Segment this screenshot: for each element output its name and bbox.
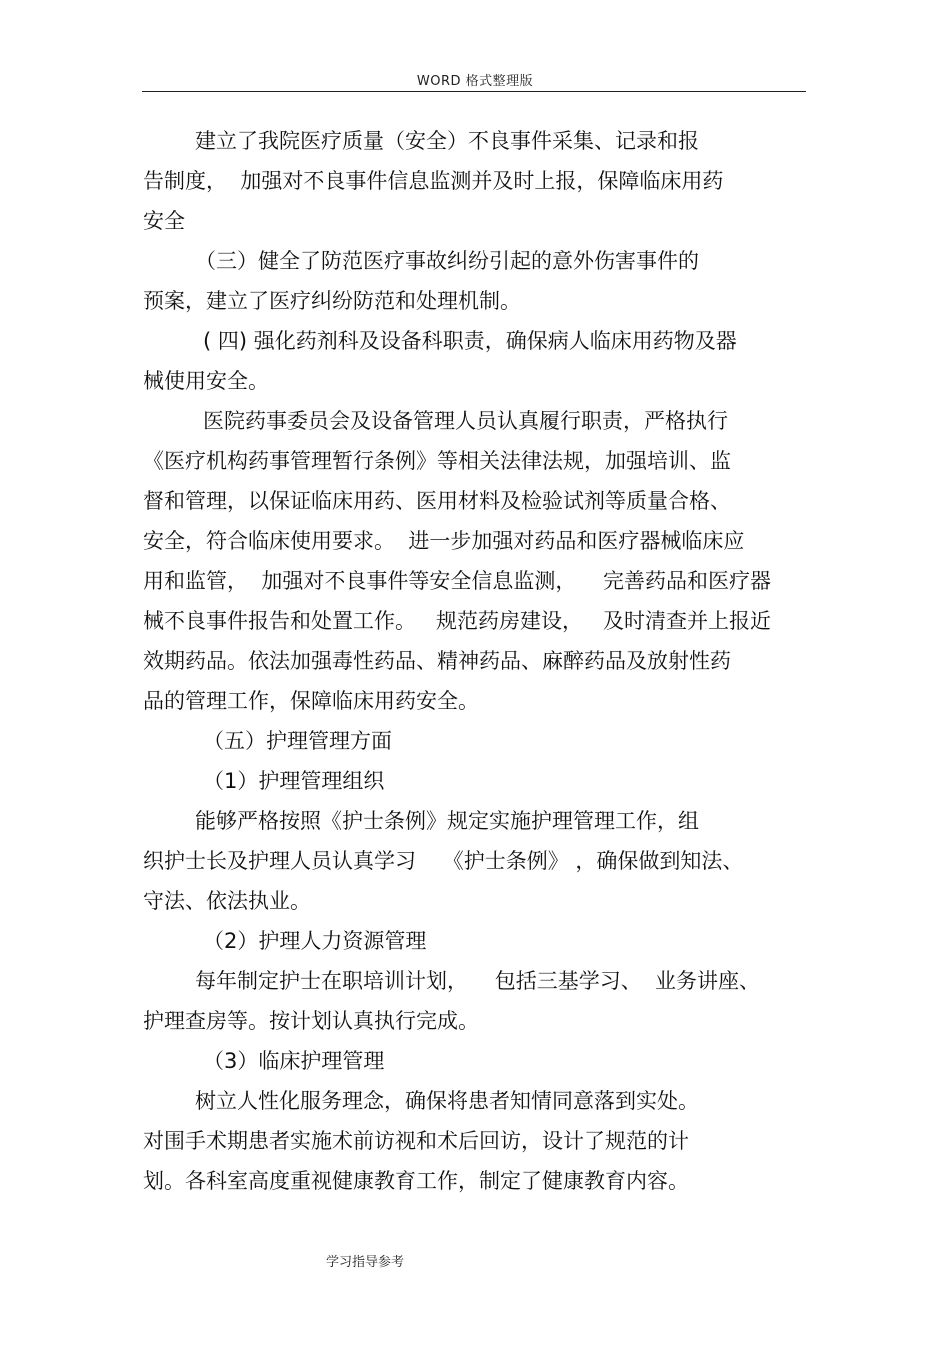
text-line: 守法、依法执业。: [143, 889, 311, 913]
text-line: 效期药品。依法加强毒性药品、精神药品、麻醉药品及放射性药: [143, 649, 731, 673]
text-line: 《医疗机构药事管理暂行条例》等相关法律法规，加强培训、监: [143, 449, 731, 473]
subsection-heading: （1）护理管理组织: [203, 769, 385, 793]
text-line: 树立人性化服务理念，确保将患者知情同意落到实处。: [195, 1089, 699, 1113]
text-line: 用和监管， 加强对不良事件等安全信息监测， 完善药品和医疗器: [143, 569, 772, 593]
text-line: 械使用安全。: [143, 369, 269, 393]
text-line: 品的管理工作，保障临床用药安全。: [143, 689, 479, 713]
section-heading: （五）护理管理方面: [203, 729, 392, 753]
subsection-heading: （2）护理人力资源管理: [203, 929, 427, 953]
text-line: ( 四) 强化药剂科及设备科职责，确保病人临床用药物及器: [203, 329, 737, 353]
text-line: 每年制定护士在职培训计划， 包括三基学习、 业务讲座、: [195, 969, 761, 993]
text-line: 对围手术期患者实施术前访视和术后回访，设计了规范的计: [143, 1129, 689, 1153]
header-divider: [142, 91, 806, 92]
text-line: 建立了我院医疗质量（安全）不良事件采集、记录和报: [195, 129, 699, 153]
text-line: 告制度， 加强对不良事件信息监测并及时上报，保障临床用药: [143, 169, 724, 193]
text-line: 划。各科室高度重视健康教育工作，制定了健康教育内容。: [143, 1169, 689, 1193]
page-footer: 学习指导参考: [326, 1255, 405, 1270]
text-line: 护理查房等。按计划认真执行完成。: [143, 1009, 479, 1033]
text-line: （三）健全了防范医疗事故纠纷引起的意外伤害事件的: [195, 249, 699, 273]
page-header: WORD 格式整理版: [416, 74, 534, 89]
text-line: 安全，符合临床使用要求。 进一步加强对药品和医疗器械临床应: [143, 529, 745, 553]
text-line: 能够严格按照《护士条例》规定实施护理管理工作，组: [195, 809, 699, 833]
text-line: 械不良事件报告和处置工作。 规范药房建设， 及时清查并上报近: [143, 609, 772, 633]
text-line: 织护士长及护理人员认真学习 《护士条例》 ，确保做到知法、: [143, 849, 744, 873]
subsection-heading: （3）临床护理管理: [203, 1049, 385, 1073]
text-line: 医院药事委员会及设备管理人员认真履行职责，严格执行: [203, 409, 728, 433]
text-line: 安全: [143, 209, 185, 233]
text-line: 预案，建立了医疗纠纷防范和处理机制。: [143, 289, 521, 313]
text-line: 督和管理，以保证临床用药、医用材料及检验试剂等质量合格、: [143, 489, 731, 513]
